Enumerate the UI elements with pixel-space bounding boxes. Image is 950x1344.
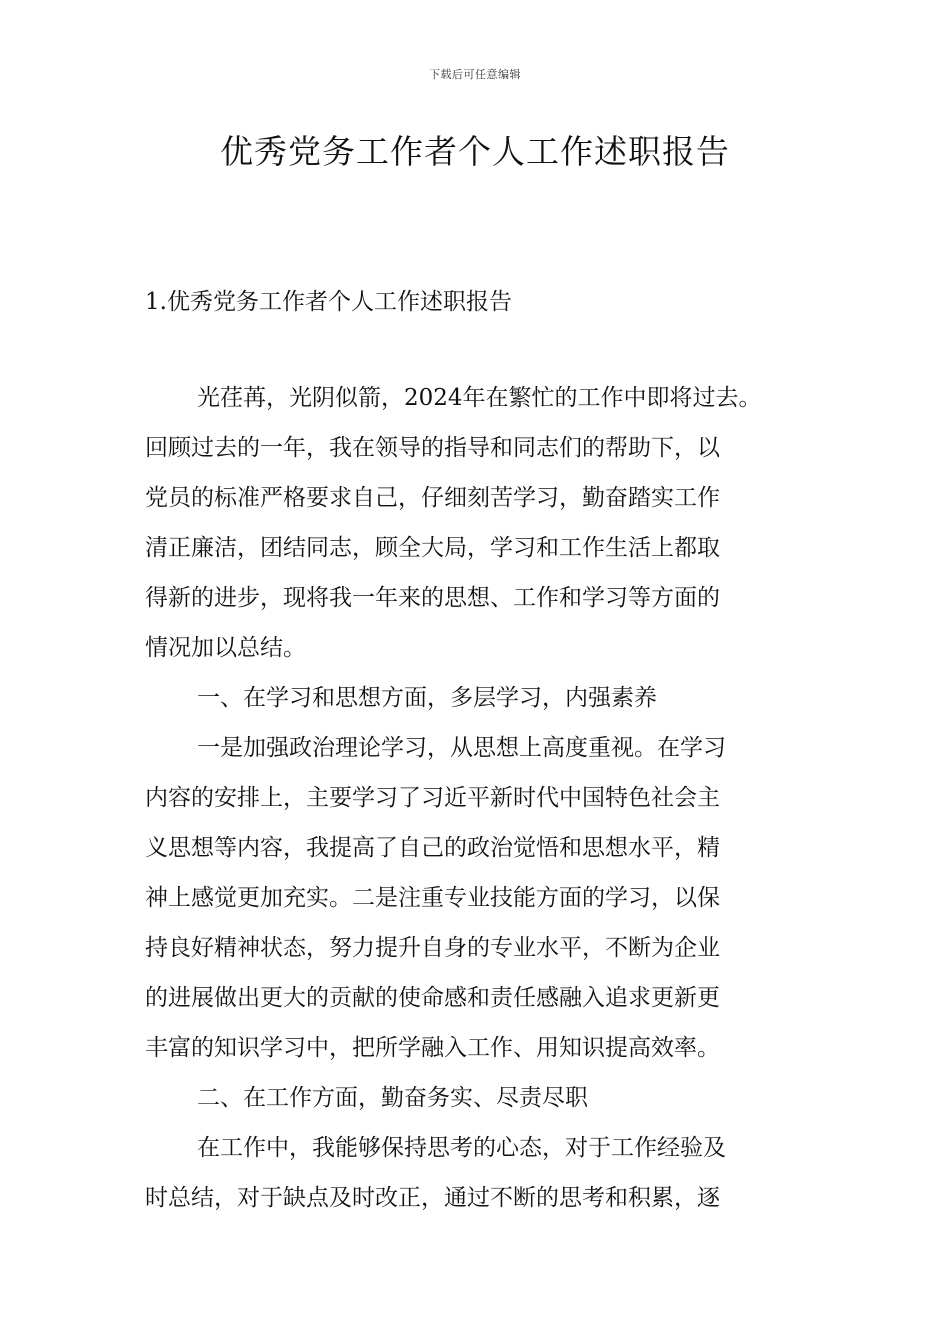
paragraph-line: 在工作中，我能够保持思考的心态，对于工作经验及: [197, 1135, 726, 1161]
document-title: 优秀党务工作者个人工作述职报告: [220, 132, 730, 171]
paragraph-line: 清正廉洁，团结同志，顾全大局，学习和工作生活上都取: [145, 535, 720, 561]
section-heading: 1.优秀党务工作者个人工作述职报告: [145, 289, 512, 315]
paragraph-line: 光荏苒，光阴似箭，2024年在繁忙的工作中即将过去。: [197, 385, 762, 411]
paragraph-line: 义思想等内容，我提高了自己的政治觉悟和思想水平，精: [145, 835, 720, 861]
paragraph-line: 党员的标准严格要求自己，仔细刻苦学习，勤奋踏实工作: [145, 485, 720, 511]
body-text: [145, 373, 825, 1223]
subsection-heading: 二、在工作方面，勤奋务实、尽责尽职: [197, 1085, 588, 1111]
paragraph-line: 丰富的知识学习中，把所学融入工作、用知识提高效率。: [145, 1035, 720, 1061]
paragraph-line: 一是加强政治理论学习，从思想上高度重视。在学习: [197, 735, 726, 761]
paragraph-line: 内容的安排上，主要学习了习近平新时代中国特色社会主: [145, 785, 720, 811]
paragraph-line: 神上感觉更加充实。二是注重专业技能方面的学习，以保: [145, 885, 720, 911]
paragraph-line: 时总结，对于缺点及时改正，通过不断的思考和积累，逐: [145, 1185, 720, 1211]
paragraph-line: 的进展做出更大的贡献的使命感和责任感融入追求更新更: [145, 985, 720, 1011]
header-note: 下载后可任意编辑: [429, 68, 521, 81]
paragraph-line: 情况加以总结。: [145, 635, 306, 661]
paragraph-line: 得新的进步，现将我一年来的思想、工作和学习等方面的: [145, 585, 720, 611]
paragraph-line: 持良好精神状态，努力提升自身的专业水平，不断为企业: [145, 935, 720, 961]
subsection-heading: 一、在学习和思想方面，多层学习，内强素养: [197, 685, 657, 711]
paragraph-line: 回顾过去的一年，我在领导的指导和同志们的帮助下，以: [145, 435, 720, 461]
